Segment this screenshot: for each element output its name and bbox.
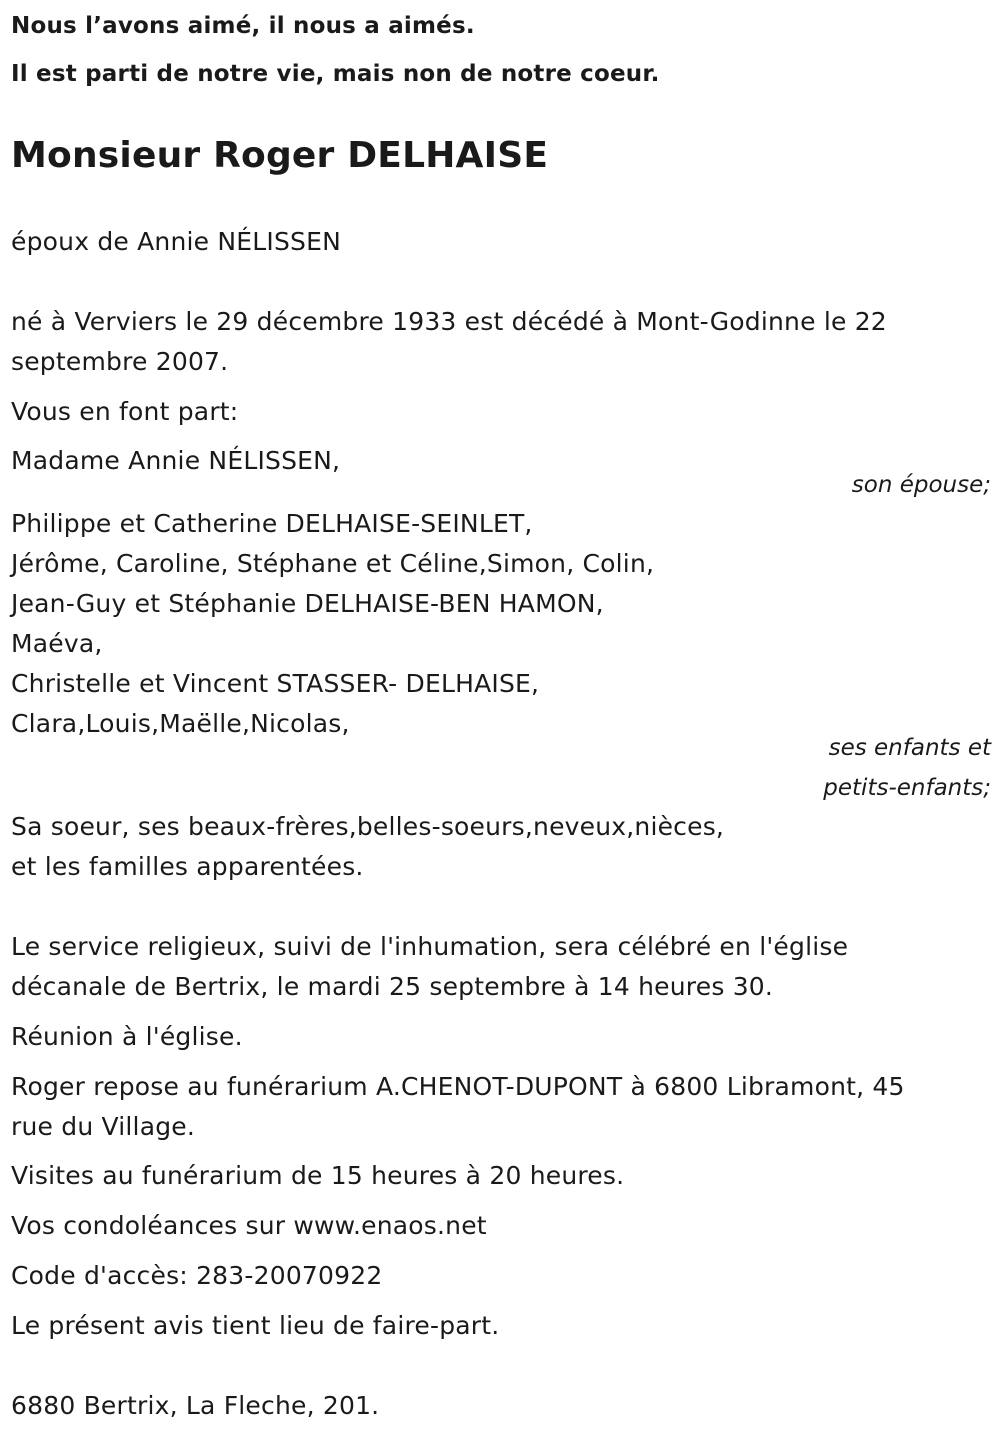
notice-line: Le présent avis tient lieu de faire-part. — [11, 1311, 500, 1340]
condolences-line: Vos condoléances sur www.enaos.net — [11, 1211, 487, 1240]
motto-line-1: Nous l’avons aimé, il nous a aimés. — [11, 13, 475, 39]
birth-death-line-1: né à Verviers le 29 décembre 1933 est décédé à Mont-Godinne le 22 — [11, 307, 887, 336]
service-line-2: décanale de Bertrix, le mardi 25 septembre à 14 heures 30. — [11, 972, 774, 1001]
children-role-line-1: ses enfants et — [828, 735, 991, 761]
spouse-name: Madame Annie NÉLISSEN, — [11, 446, 341, 475]
child-line: Jean-Guy et Stéphanie DELHAISE-BEN HAMON, — [11, 589, 604, 618]
address-line: 6880 Bertrix, La Fleche, 201. — [11, 1391, 380, 1420]
birth-death-line-2: septembre 2007. — [11, 347, 229, 376]
motto-line-2: Il est parti de notre vie, mais non de notre coeur. — [11, 61, 660, 87]
deceased-name: Monsieur Roger DELHAISE — [11, 135, 549, 176]
rest-line-1: Roger repose au funérarium A.CHENOT-DUPONT à 6800 Libramont, 45 — [11, 1072, 905, 1101]
spouse-role: son épouse; — [851, 472, 991, 498]
access-code-line: Code d'accès: 283-20070922 — [11, 1261, 383, 1290]
child-line: Clara,Louis,Maëlle,Nicolas, — [11, 709, 350, 738]
family-line-2: et les familles apparentées. — [11, 852, 364, 881]
child-line: Maéva, — [11, 629, 103, 658]
rest-line-2: rue du Village. — [11, 1112, 196, 1141]
spouse-line: époux de Annie NÉLISSEN — [11, 227, 342, 256]
child-line: Philippe et Catherine DELHAISE-SEINLET, — [11, 509, 533, 538]
family-line-1: Sa soeur, ses beaux-frères,belles-soeurs,neveux,nièces, — [11, 812, 725, 841]
service-line-1: Le service religieux, suivi de l'inhumation, sera célébré en l'église — [11, 932, 849, 961]
announcement-intro: Vous en font part: — [11, 397, 239, 426]
meeting-line: Réunion à l'église. — [11, 1022, 243, 1051]
child-line: Christelle et Vincent STASSER- DELHAISE, — [11, 669, 540, 698]
child-line: Jérôme, Caroline, Stéphane et Céline,Simon, Colin, — [11, 549, 655, 578]
children-role-line-2: petits-enfants; — [823, 775, 991, 801]
visits-line: Visites au funérarium de 15 heures à 20 heures. — [11, 1161, 625, 1190]
